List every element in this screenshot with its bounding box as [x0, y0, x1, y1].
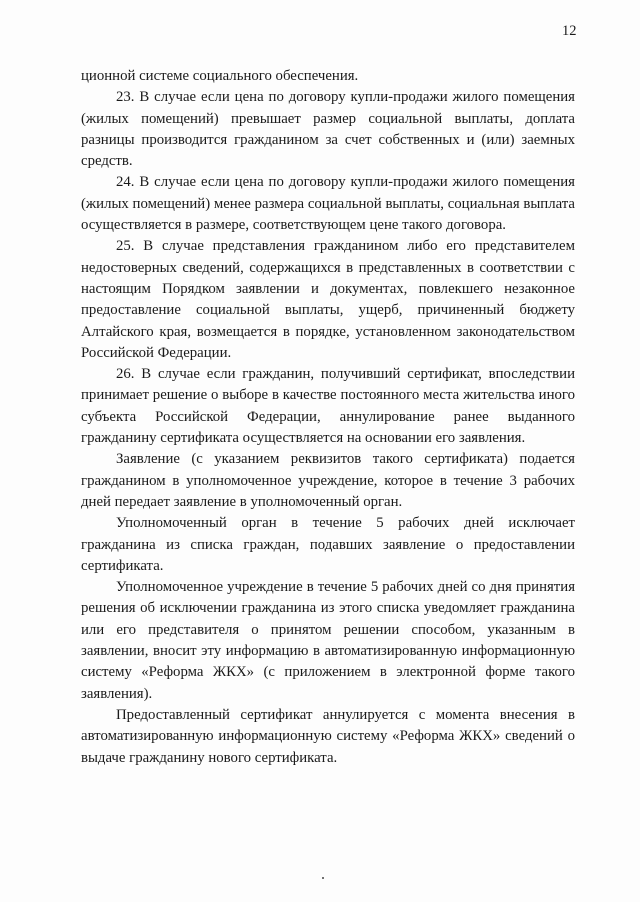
paragraph-24: 24. В случае если цена по договору купли-продажи жилого помещения (жилых помещений) менее размера социальной выплаты, социальная выплата осуществляется в размере, соответствующем цене такого договора. — [81, 174, 575, 234]
paragraph-26: 26. В случае если гражданин, получивший сертификат, впоследствии принимает решение о выборе в качестве постоянного места жительства иного субъекта Российской Федерации, аннулирование ранее выданного гражданину сертификата осуществляется на основании его заявления. — [81, 366, 575, 447]
paragraph-26-application: Заявление (с указанием реквизитов такого сертификата) подается гражданином в уполномоченное учреждение, которое в течение 3 рабочих дней передает заявление в уполномоченный орган. — [81, 451, 575, 510]
paragraph-25: 25. В случае представления гражданином либо его представителем недостоверных сведений, содержащихся в представленных в соответствии с настоящим Порядком заявлении и документах, повлекшего незаконное предоставление социальной выплаты, ущерб, причиненный бюджету Алтайского края, возмещается в порядке, установленном законодательством Российской Федерации. — [81, 238, 575, 361]
paragraph-26-cancel: Предоставленный сертификат аннулируется с момента внесения в автоматизированную информационную систему «Реформа ЖКХ» сведений о выдаче гражданину нового сертификата. — [81, 706, 575, 766]
document-body — [81, 66, 575, 769]
paragraph-23: 23. В случае если цена по договору купли-продажи жилого помещения (жилых помещений) превышает размер социальной выплаты, доплата разницы производится гражданином за счет собственных и (или) заемных средств. — [81, 89, 575, 170]
paragraph-continuation: ционной системе социального обеспечения. — [81, 68, 359, 84]
paragraph-26-institution: Уполномоченное учреждение в течение 5 рабочих дней со дня принятия решения об исключении гражданина из этого списка уведомляет гражданина или его представителя о принятом решении способом, указанным в заявлении, вносит эту информацию в автоматизированную информационную систему «Реформа ЖКХ» (с приложением в электронной форме такого заявления). — [81, 579, 575, 702]
paragraph-26-authority: Уполномоченный орган в течение 5 рабочих дней исключает гражданина из списка граждан, подавших заявление о предоставлении сертификата. — [81, 515, 575, 574]
scan-speck — [322, 877, 324, 879]
page-number: 12 — [562, 23, 577, 39]
